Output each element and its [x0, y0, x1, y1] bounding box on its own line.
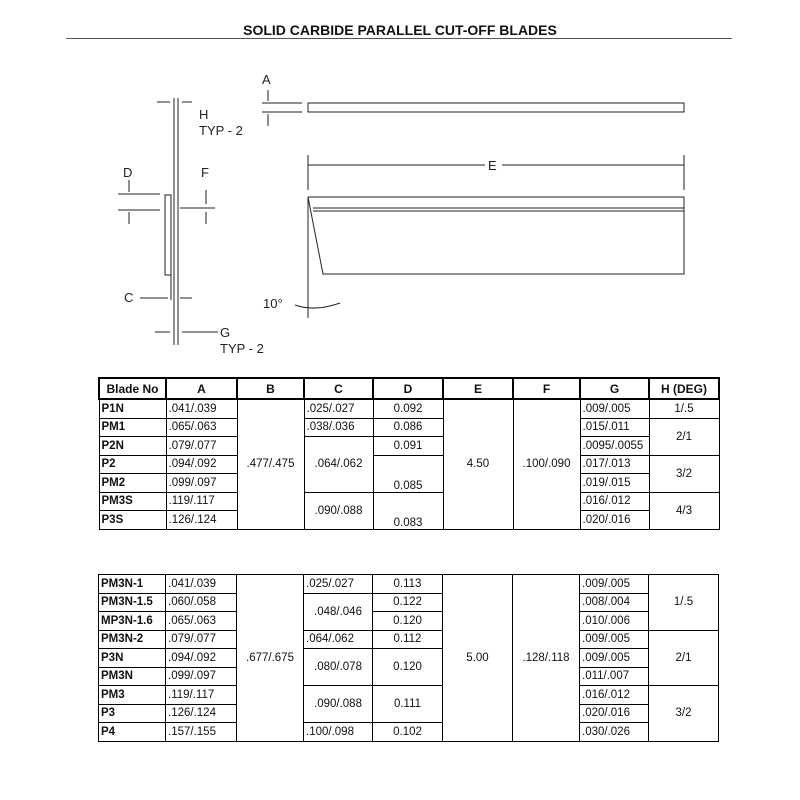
cell-a: .126/.124 — [166, 704, 237, 723]
cell-f: .128/.118 — [513, 575, 580, 742]
cell-a: .060/.058 — [166, 593, 237, 612]
cell-blade-no: P2N — [99, 437, 166, 456]
cell-blade-no: PM2 — [99, 474, 166, 493]
blade-table-1 — [98, 377, 720, 530]
cell-g: .016/.012 — [580, 686, 649, 705]
cell-g: .015/.011 — [580, 418, 649, 437]
label-d: D — [123, 165, 133, 180]
header-c: C — [304, 378, 373, 399]
cell-g: .009/.005 — [580, 399, 649, 418]
header-a: A — [166, 378, 237, 399]
label-e: E — [488, 158, 497, 173]
cell-a: .065/.063 — [166, 612, 237, 631]
table-row — [99, 418, 719, 437]
cell-blade-no: PM3N-1.5 — [99, 593, 166, 612]
cell-blade-no: P3S — [99, 511, 166, 530]
cell-c: .048/.046 — [304, 593, 373, 630]
table-row — [99, 593, 719, 612]
cell-a: .099/.097 — [166, 667, 237, 686]
cell-a: .094/.092 — [166, 649, 237, 668]
cell-a: .119/.117 — [166, 492, 237, 511]
cell-b: .477/.475 — [237, 399, 304, 529]
cell-g: .030/.026 — [580, 723, 649, 742]
cell-blade-no: P4 — [99, 723, 166, 742]
front-view — [263, 155, 684, 318]
cell-a: .079/.077 — [166, 630, 237, 649]
top-view — [262, 72, 684, 126]
cell-d: 0.102 — [373, 723, 443, 742]
cell-e: 5.00 — [443, 575, 513, 742]
cell-blade-no: MP3N-1.6 — [99, 612, 166, 631]
header-g: G — [580, 378, 649, 399]
cell-g: .011/.007 — [580, 667, 649, 686]
page-title: SOLID CARBIDE PARALLEL CUT-OFF BLADES — [243, 22, 557, 38]
cell-g: .0095/.0055 — [580, 437, 649, 456]
label-typ-g: TYP - 2 — [220, 341, 264, 356]
blade-drawing — [0, 0, 800, 370]
cell-g: .019/.015 — [580, 474, 649, 493]
table-row — [99, 723, 719, 742]
header-b: B — [237, 378, 304, 399]
side-view — [118, 98, 264, 356]
cell-a: .119/.117 — [166, 686, 237, 705]
label-angle: 10° — [263, 296, 283, 311]
cell-c: .064/.062 — [304, 630, 373, 649]
cell-h: 2/1 — [649, 630, 719, 686]
cell-d: 0.083 — [373, 492, 443, 529]
cell-h: 1/.5 — [649, 399, 719, 418]
cell-a: .094/.092 — [166, 455, 237, 474]
cell-blade-no: PM3N-1 — [99, 575, 166, 594]
cell-c: .100/.098 — [304, 723, 373, 742]
cell-h: 3/2 — [649, 455, 719, 492]
cell-g: .016/.012 — [580, 492, 649, 511]
header-d: D — [373, 378, 443, 399]
table-row — [99, 575, 719, 594]
cell-blade-no: P2 — [99, 455, 166, 474]
cell-e: 4.50 — [443, 399, 513, 529]
table-row — [99, 612, 719, 631]
cell-g: .009/.005 — [580, 575, 649, 594]
cell-g: .020/.016 — [580, 511, 649, 530]
cell-c: .025/.027 — [304, 399, 373, 418]
cell-f: .100/.090 — [513, 399, 580, 529]
cell-a: .065/.063 — [166, 418, 237, 437]
cell-h: 2/1 — [649, 418, 719, 455]
label-c: C — [124, 290, 134, 305]
table-row — [99, 437, 719, 456]
cell-a: .157/.155 — [166, 723, 237, 742]
cell-c: .064/.062 — [304, 437, 373, 493]
cell-h: 4/3 — [649, 492, 719, 529]
cell-blade-no: PM1 — [99, 418, 166, 437]
cell-c: .080/.078 — [304, 649, 373, 686]
header-f: F — [513, 378, 580, 399]
table-row — [99, 686, 719, 705]
table-row — [99, 649, 719, 668]
header-blade-no: Blade No — [99, 378, 166, 399]
cell-d: 0.120 — [373, 612, 443, 631]
table-row — [99, 455, 719, 474]
cell-blade-no: PM3N — [99, 667, 166, 686]
cell-d: 0.111 — [373, 686, 443, 723]
cell-c: .025/.027 — [304, 575, 373, 594]
table-row — [99, 399, 719, 418]
cell-g: .017/.013 — [580, 455, 649, 474]
cell-g: .010/.006 — [580, 612, 649, 631]
cell-d: 0.122 — [373, 593, 443, 612]
cell-d: 0.113 — [373, 575, 443, 594]
label-h: H — [199, 107, 209, 122]
cell-a: .099/.097 — [166, 474, 237, 493]
cell-blade-no: P1N — [99, 399, 166, 418]
cell-g: .009/.005 — [580, 630, 649, 649]
label-f: F — [201, 165, 209, 180]
cell-blade-no: PM3S — [99, 492, 166, 511]
label-g: G — [220, 325, 231, 340]
cell-d: 0.112 — [373, 630, 443, 649]
cell-blade-no: PM3 — [99, 686, 166, 705]
cell-c: .090/.088 — [304, 686, 373, 723]
cell-a: .126/.124 — [166, 511, 237, 530]
cell-blade-no: PM3N-2 — [99, 630, 166, 649]
cell-c: .090/.088 — [304, 492, 373, 529]
cell-g: .008/.004 — [580, 593, 649, 612]
cell-d: 0.085 — [373, 455, 443, 492]
cell-d: 0.086 — [373, 418, 443, 437]
table-row — [99, 630, 719, 649]
blade-table-2 — [98, 574, 719, 742]
cell-c: .038/.036 — [304, 418, 373, 437]
cell-b: .677/.675 — [237, 575, 304, 742]
cell-d: 0.092 — [373, 399, 443, 418]
header-e: E — [443, 378, 513, 399]
cell-a: .041/.039 — [166, 575, 237, 594]
cell-g: .020/.016 — [580, 704, 649, 723]
cell-h: 3/2 — [649, 686, 719, 742]
cell-d: 0.120 — [373, 649, 443, 686]
cell-blade-no: P3 — [99, 704, 166, 723]
header-h: H (DEG) — [649, 378, 719, 399]
table-row — [99, 492, 719, 511]
cell-blade-no: P3N — [99, 649, 166, 668]
label-a: A — [262, 72, 271, 87]
cell-h: 1/.5 — [649, 575, 719, 631]
cell-a: .079/.077 — [166, 437, 237, 456]
cell-g: .009/.005 — [580, 649, 649, 668]
cell-a: .041/.039 — [166, 399, 237, 418]
label-typ-h: TYP - 2 — [199, 123, 243, 138]
cell-d: 0.091 — [373, 437, 443, 456]
